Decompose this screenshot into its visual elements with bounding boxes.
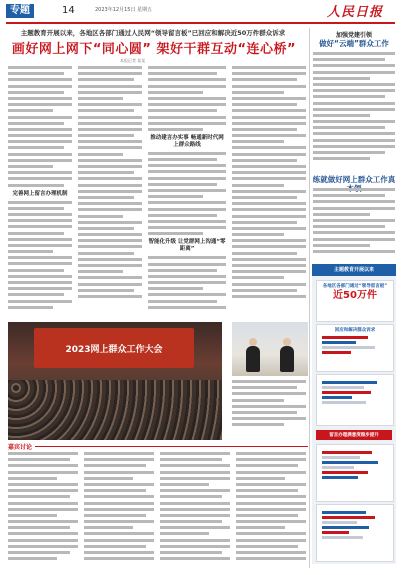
newspaper-logo: 人民日报 [326, 5, 383, 20]
bottom-column-3 [160, 452, 230, 570]
speaker-right-head [283, 338, 291, 346]
infographic-card-1 [316, 280, 394, 322]
infographic [312, 264, 396, 564]
lead-byline: 本报记者 某某 [120, 58, 146, 63]
infographic-card-4 [316, 444, 394, 502]
text-column-3 [148, 66, 226, 316]
right-headline-2: 练就做好网上群众工作真 [312, 175, 396, 184]
infographic-header: 主题教育开展以来 [312, 264, 396, 276]
text-column-2 [78, 66, 142, 316]
bottom-column-2 [84, 452, 154, 570]
masthead-rule [6, 22, 395, 24]
infographic-card-3 [316, 374, 394, 426]
conference-photo [8, 322, 222, 440]
speaker-left [246, 346, 260, 372]
right-kicker: 加强党建引领 [335, 32, 372, 39]
stage-backdrop [34, 328, 194, 368]
right-headline: 做好“云端”群众工作 [319, 39, 389, 48]
infographic-card-2 [316, 324, 394, 372]
right-text-1 [313, 52, 395, 170]
speaker-right [280, 346, 294, 372]
photo2-text [232, 380, 306, 438]
right-text-2 [313, 188, 395, 260]
discussion-section-label: 嘉宾讨论 [8, 442, 35, 451]
section-tag: 专题 [6, 4, 34, 18]
masthead [0, 0, 401, 22]
lead-kicker: 主题教育开展以来，各地区各部门通过人民网“领导留言板”已回应和解决近50万件群众诉求 [20, 29, 286, 37]
lead-headline: 画好网上网下“同心圆” 架好干群互动“连心桥” [11, 42, 297, 57]
bottom-column-1 [8, 452, 78, 570]
audience [8, 380, 222, 440]
subhead-3: 智能化升级 让党群网上沟通“零距离” [148, 239, 226, 253]
stage-banner-text: 2023网上群众工作大会 [65, 345, 163, 355]
text-column-4 [232, 66, 306, 316]
speaker-left-head [249, 338, 257, 346]
issue-date: 2023年12月15日 星期五 [95, 7, 153, 13]
infographic-card-5 [316, 504, 394, 562]
subhead-1: 完善网上留言办理机制 [12, 190, 68, 197]
column-divider [309, 28, 310, 568]
infographic-red-banner: 留言办理满意度稳步提升 [316, 430, 392, 440]
dialogue-photo [232, 322, 308, 376]
page-number: 14 [62, 5, 75, 16]
section-rule [8, 446, 308, 447]
card1-figure: 近50万件 [333, 290, 377, 301]
card1-title: 各地区各部门通过“领导留言板” [322, 284, 388, 289]
card2-title: 回应和解决群众诉求 [334, 328, 376, 333]
subhead-2: 推动建言办实事 畅通新时代网上群众路线 [150, 134, 224, 148]
text-column-1 [8, 66, 72, 316]
bottom-column-4 [236, 452, 306, 570]
